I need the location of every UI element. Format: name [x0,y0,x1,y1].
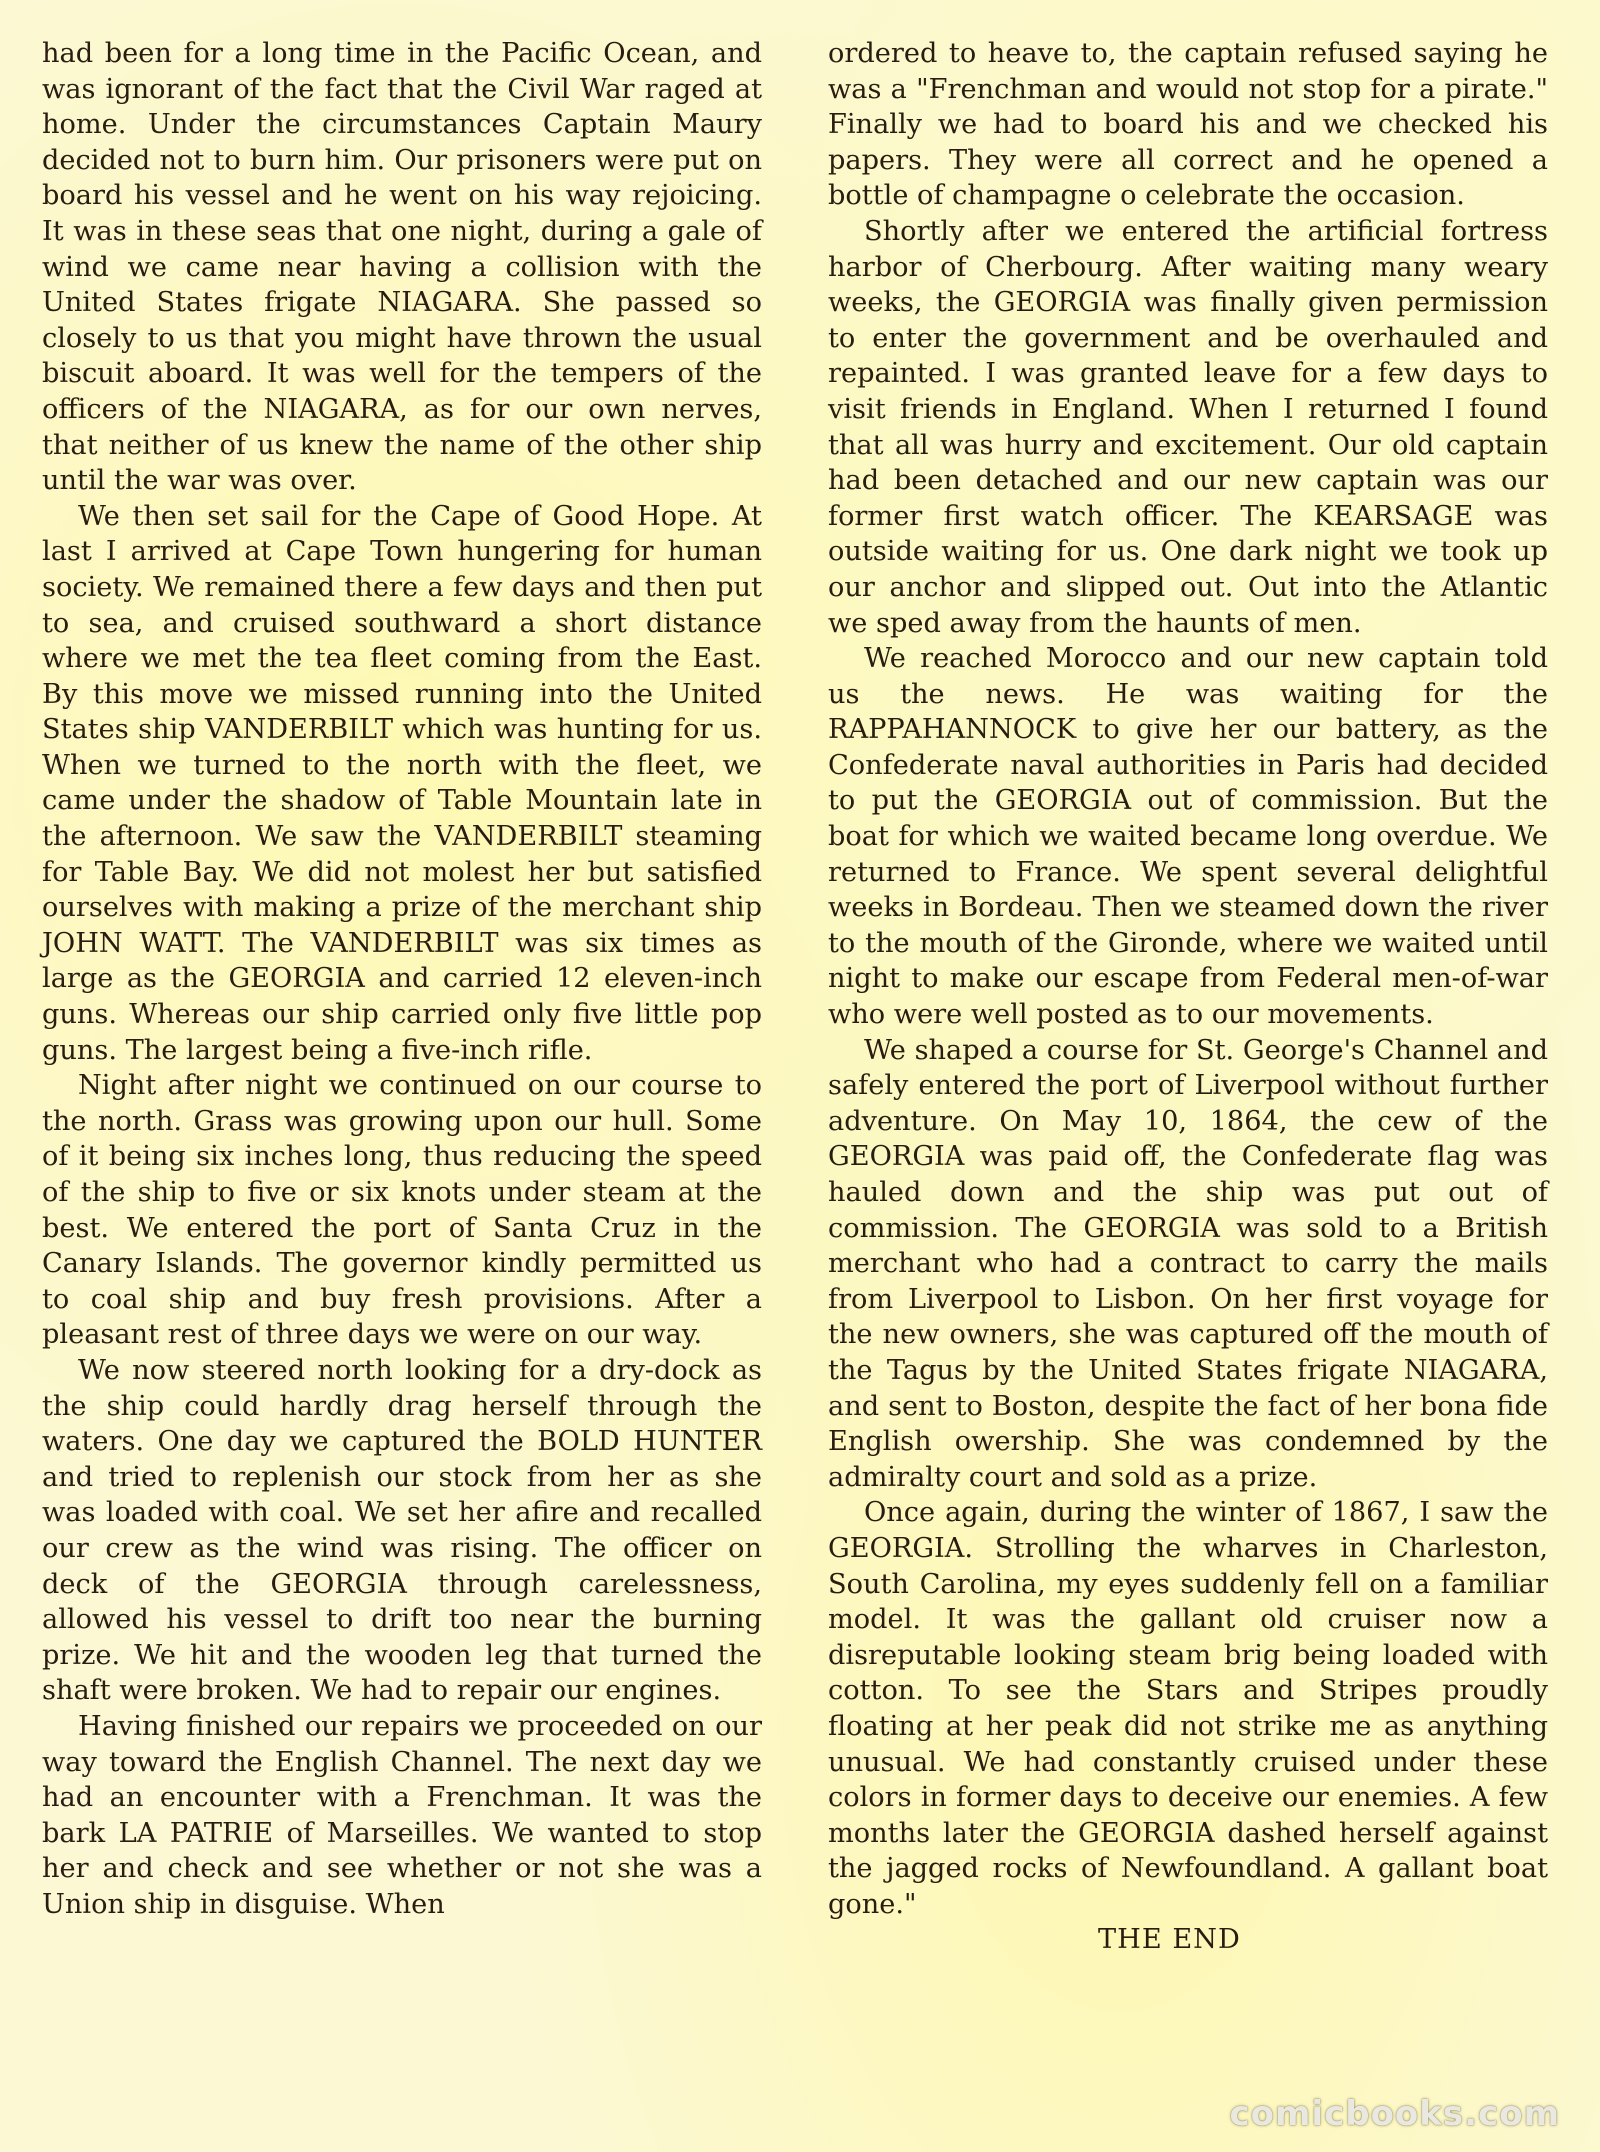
right-paragraph-5: Once again, during the winter of 1867, I saw the GEORGIA. Strolling the wharves in Charleston, South Carolina, my eyes suddenly fell on a familiar model. It was the gallant old cruiser now a disreputable looking steam brig being loaded with cotton. To see the Stars and Stripes proudly floating at her peak did not strike me as anything unusual. We had constantly cruised under these colors in former days to deceive our enemies. A few months later the GEORGIA dashed herself against the jagged rocks of Newfoundland. A gallant boat gone." [828,1497,1548,1920]
right-paragraph-1: ordered to heave to, the captain refused saying he was a "Frenchman and would not stop for a pirate." Finally we had to board his and we checked his papers. They were all correct and he opened a bottle of champagne o celebrate the occasion. [828,38,1548,212]
right-column [828,36,1548,1958]
left-paragraph-5: Having finished our repairs we proceeded on our way toward the English Channel. The next day we had an encounter with a Frenchman. It was the bark LA PATRIE of Marseilles. We wanted to stop her and check and see whether or not she was a Union ship in disguise. When [42,1710,762,1920]
left-paragraph-4: We now steered north looking for a dry-dock as the ship could hardly drag herself through the waters. One day we captured the BOLD HUNTER and tried to replenish our stock from her as she was loaded with coal. We set her afire and recalled our crew as the wind was rising. The officer on deck of the GEORGIA through carelessness, allowed his vessel to drift too near the burning prize. We hit and the wooden leg that turned the shaft were broken. We had to repair our engines. [42,1354,762,1707]
left-paragraph-2: We then set sail for the Cape of Good Hope. At last I arrived at Cape Town hungering for human society. We remained there a few days and then put to sea, and cruised southward a short distance where we met the tea fleet coming from the East. By this move we missed running into the United States ship VANDERBILT which was hunting for us. When we turned to the north with the fleet, we came under the shadow of Table Mountain late in the afternoon. We saw the VANDERBILT steaming for Table Bay. We did not molest her but satisfied ourselves with making a prize of the merchant ship JOHN WATT. The VANDERBILT was six times as large as the GEORGIA and carried 12 eleven-inch guns. Whereas our ship carried only five little pop guns. The largest being a five-inch rifle. [42,500,762,1066]
left-column [42,36,762,1922]
left-paragraph-3: Night after night we continued on our course to the north. Grass was growing upon our hull. Some of it being six inches long, thus reducing the speed of the ship to five or six knots under steam at the best. We entered the port of Santa Cruz in the Canary Islands. The governor kindly permitted us to coal ship and buy fresh provisions. After a pleasant rest of three days we were on our way. [42,1070,762,1351]
right-paragraph-3: We reached Morocco and our new captain told us the news. He was waiting for the RAPPAHANNOCK to give her our battery, as the Confederate naval authorities in Paris had decided to put the GEORGIA out of commission. But the boat for which we waited became long overdue. We returned to France. We spent several delightful weeks in Bordeau. Then we steamed down the river to the mouth of the Gironde, where we waited until night to make our escape from Federal men-of-war who were well posted as to our movements. [828,643,1548,1031]
left-paragraph-1: had been for a long time in the Pacific Ocean, and was ignorant of the fact that the Civil War raged at home. Under the circumstances Captain Maury decided not to burn him. Our prisoners were put on board his vessel and he went on his way rejoicing. It was in these seas that one night, during a gale of wind we came near having a collision with the United States frigate NIAGARA. She passed so closely to us that you might have thrown the usual biscuit aboard. It was well for the tempers of the officers of the NIAGARA, as for our own nerves, that neither of us knew the name of the other ship until the war was over. [42,38,762,497]
right-paragraph-2: Shortly after we entered the artificial fortress harbor of Cherbourg. After waiting many weary weeks, the GEORGIA was finally given permission to enter the government and be overhauled and repainted. I was granted leave for a few days to visit friends in England. When I returned I found that all was hurry and excitement. Our old captain had been detached and our new captain was our former first watch officer. The KEARSAGE was outside waiting for us. One dark night we took up our anchor and slipped out. Out into the Atlantic we sped away from the haunts of men. [828,215,1548,639]
right-paragraph-4: We shaped a course for St. George's Channel and safely entered the port of Liverpool without further adventure. On May 10, 1864, the cew of the GEORGIA was paid off, the Confederate flag was hauled down and the ship was put out of commission. The GEORGIA was sold to a British merchant who had a contract to carry the mails from Liverpool to Lisbon. On her first voyage for the new owners, she was captured off the mouth of the Tagus by the United States frigate NIAGARA, and sent to Boston, despite the fact of her bona fide English owership. She was condemned by the admiralty court and sold as a prize. [828,1034,1548,1493]
the-end-closing: THE END [1098,1924,1241,1956]
site-watermark: comicbooks.com [1229,2094,1560,2134]
